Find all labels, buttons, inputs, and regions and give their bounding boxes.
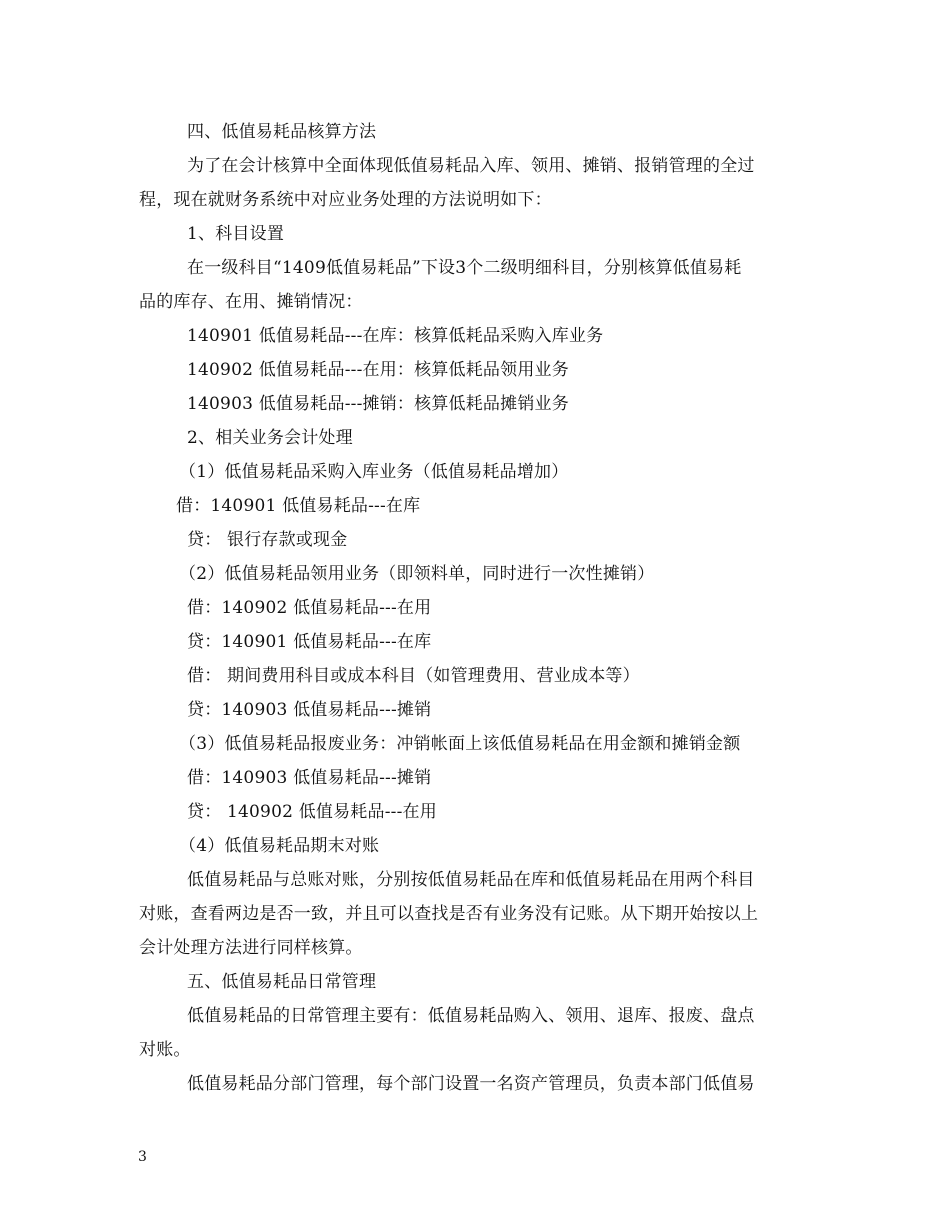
account-line: 140901 低值易耗品---在库：核算低耗品采购入库业务 [187, 326, 604, 346]
subsection-heading: 1、科目设置 [187, 224, 285, 244]
account-line: 140902 低值易耗品---在用：核算低耗品领用业务 [187, 360, 569, 380]
paragraph-line: 对账。 [139, 1040, 191, 1060]
account-line: 140903 低值易耗品---摊销：核算低耗品摊销业务 [187, 394, 569, 414]
journal-entry: 借：140902 低值易耗品---在用 [187, 598, 432, 618]
journal-entry: 贷： 140902 低值易耗品---在用 [187, 802, 437, 822]
paragraph-line: 会计处理方法进行同样核算。 [139, 938, 363, 958]
journal-entry: 贷： 银行存款或现金 [187, 530, 348, 550]
procedure-heading: （1）低值易耗品采购入库业务（低值易耗品增加） [179, 462, 569, 482]
page-number: 3 [138, 1149, 147, 1165]
journal-entry: 借：140901 低值易耗品---在库 [176, 496, 421, 516]
paragraph-line: 低值易耗品分部门管理，每个部门设置一名资产管理员，负责本部门低值易 [187, 1074, 755, 1094]
paragraph-line: 为了在会计核算中全面体现低值易耗品入库、领用、摊销、报销管理的全过 [187, 156, 755, 176]
paragraph-line: 低值易耗品与总账对账，分别按低值易耗品在库和低值易耗品在用两个科目 [187, 870, 755, 890]
paragraph-line: 品的库存、在用、摊销情况： [139, 292, 363, 312]
paragraph-line: 低值易耗品的日常管理主要有：低值易耗品购入、领用、退库、报废、盘点 [187, 1006, 755, 1026]
procedure-heading: （3）低值易耗品报废业务：冲销帐面上该低值易耗品在用金额和摊销金额 [179, 734, 741, 754]
journal-entry: 贷：140901 低值易耗品---在库 [187, 632, 432, 652]
procedure-heading: （2）低值易耗品领用业务（即领料单，同时进行一次性摊销） [179, 564, 655, 584]
paragraph-line: 程，现在就财务系统中对应业务处理的方法说明如下： [139, 190, 552, 210]
journal-entry: 贷：140903 低值易耗品---摊销 [187, 700, 432, 720]
paragraph-line: 在一级科目“1409低值易耗品”下设3个二级明细科目，分别核算低值易耗 [187, 258, 742, 278]
paragraph-line: 对账，查看两边是否一致，并且可以查找是否有业务没有记账。从下期开始按以上 [139, 904, 759, 924]
subsection-heading: 2、相关业务会计处理 [187, 428, 353, 448]
section-heading: 五、低值易耗品日常管理 [187, 972, 377, 992]
procedure-heading: （4）低值易耗品期末对账 [179, 836, 380, 856]
journal-entry: 借：140903 低值易耗品---摊销 [187, 768, 432, 788]
section-heading: 四、低值易耗品核算方法 [187, 122, 377, 142]
journal-entry: 借： 期间费用科目或成本科目（如管理费用、营业成本等） [187, 666, 640, 686]
